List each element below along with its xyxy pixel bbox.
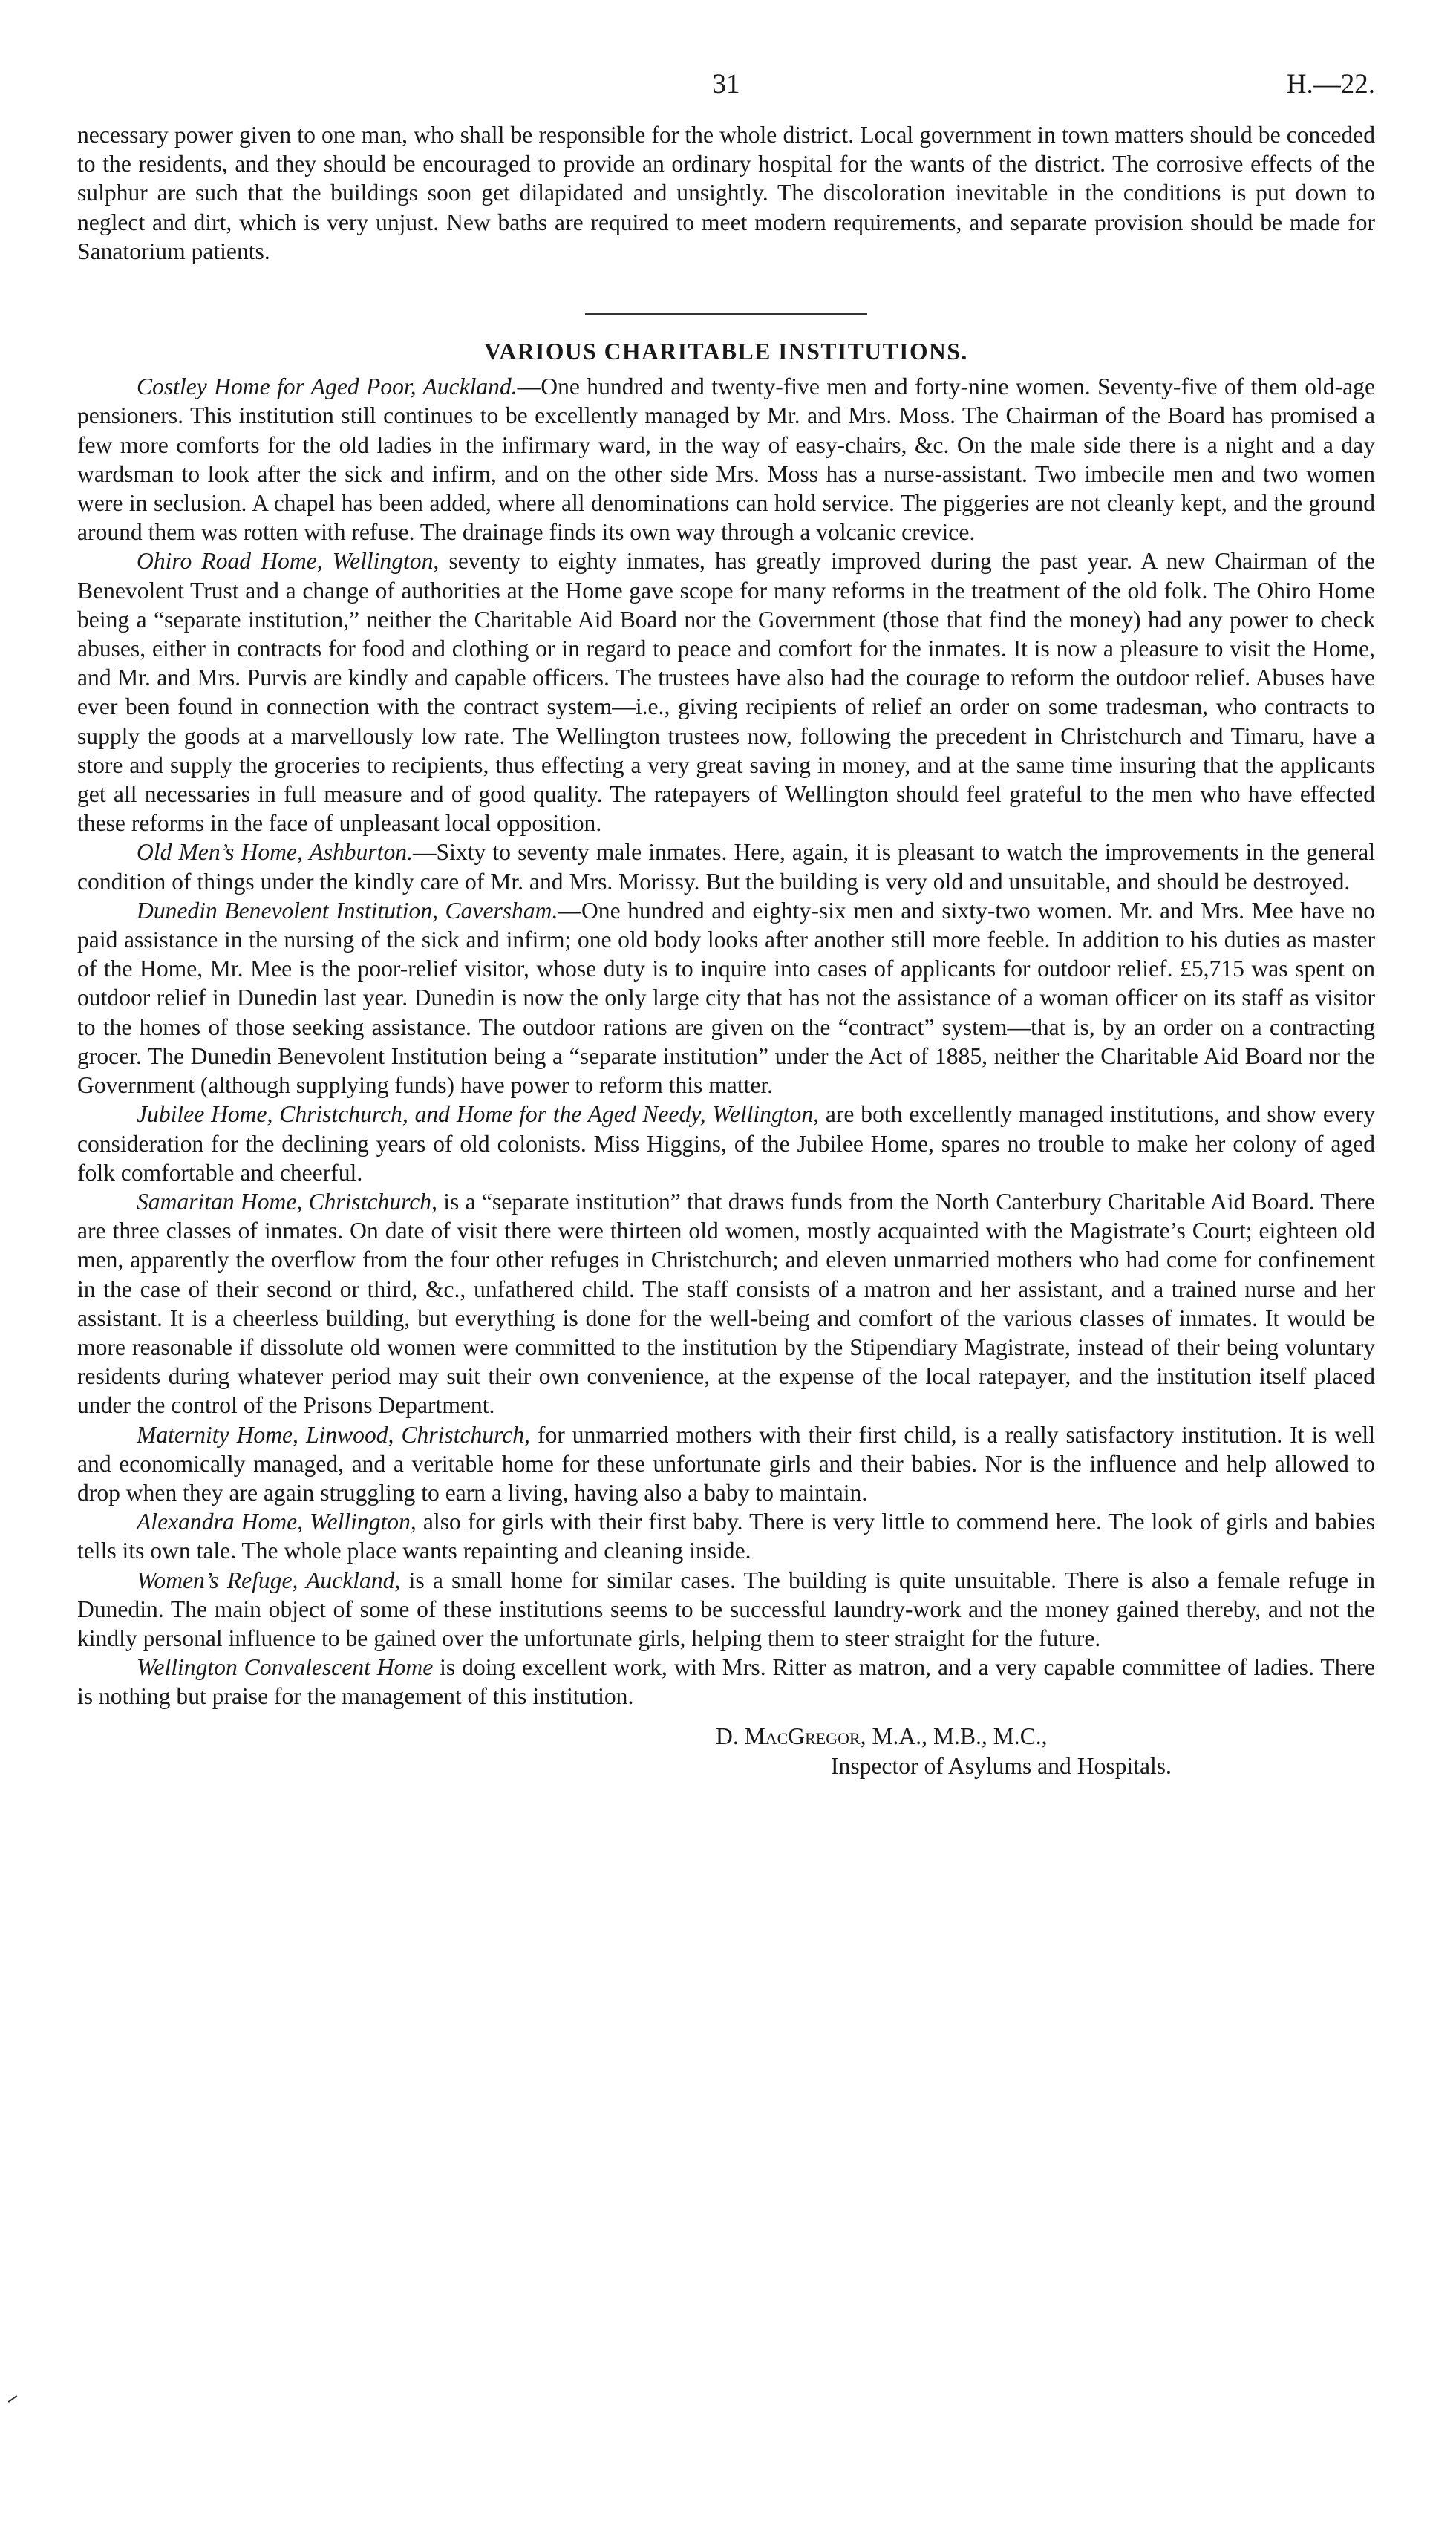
institution-name: Maternity Home, Linwood, Christchurch, <box>137 1421 530 1448</box>
section-divider <box>585 313 867 315</box>
paragraph-text: —Sixty to seventy male inmates. Here, again, it is pleasant to watch the improvements in the general condition of things under the kindly care of Mr. and Mrs. Morissy. But the building is very old and unsuitable, and should be destroyed. <box>77 839 1375 895</box>
paragraph-text: are both excellently managed institutions, and show every consideration for the declining years of old colonists. Miss Higgins, of the Jubilee Home, spares no trouble to make her colony of aged folk comfortable and cheerful. <box>77 1101 1376 1186</box>
paragraph-text: is a small home for similar cases. The building is quite unsuitable. There is also a female refuge in Dunedin. The main object of some of these institutions seems to be successful laundry-work and the money gained thereby, and not the kindly personal influence to be gained over the unfortunate girls, helping them to steer straight for the future. <box>77 1567 1375 1651</box>
paragraph-text: is a “separate institution” that draws funds from the North Canterbury Charitable Aid Board. There are three classes of inmates. On date of visit there were thirteen old women, mostly acquainted with the Magistrate’s Court; eighteen old men, apparently the overflow from the four other refuges in Christchurch; and eleven unmarried mothers who had come for confinement in the case of their second or third, &c., unfathered child. The staff consists of a matron and her assistant, and a trained nurse and her assistant. It is a cheerless building, but everything is done for the well-being and comfort of the various classes of inmates. It would be more reasonable if dissolute old women were committed to the institution by the Stipendiary Magistrate, instead of their being voluntary residents during whatever period may suit their own convenience, at the expense of the local ratepayer, and the institution itself placed under the control of the Prisons Department. <box>77 1188 1375 1419</box>
institution-name: Costley Home for Aged Poor, Auckland. <box>137 373 518 400</box>
stray-ink-mark <box>8 2395 18 2403</box>
institution-name: Alexandra Home, Wellington, <box>137 1509 417 1535</box>
document-reference: H.—22. <box>1286 69 1375 99</box>
document-body <box>77 120 1375 1781</box>
paragraph-costley-home <box>77 372 1375 546</box>
paragraph-text: —One hundred and twenty-five men and forty-nine women. Seventy-five of them old-age pensioners. This institution still continues to be excellently managed by Mr. and Mrs. Moss. The Chairman of the Board has promised a few more comforts for the old ladies in the infirmary ward, in the way of easy-chairs, &c. On the male side there is a night and a day wardsman to look after the sick and infirm, and on the other side Mrs. Moss has a nurse-assistant. Two imbecile men and two women were in seclusion. A chapel has been added, where all denominations can hold service. The piggeries are not cleanly kept, and the ground around them was rotten with refuse. The drainage finds its own way through a volcanic crevice. <box>77 373 1375 546</box>
institution-name: Ohiro Road Home, Wellington, <box>137 548 440 575</box>
paragraph-old-mens-home <box>77 837 1375 895</box>
paragraph-maternity-home <box>77 1420 1375 1508</box>
signatory-name: D. MacGregor <box>716 1722 861 1749</box>
signatory-title: Inspector of Asylums and Hospitals. <box>831 1752 1172 1779</box>
institution-name: Women’s Refuge, Auckland, <box>137 1567 401 1593</box>
paragraph-text: is doing excellent work, with Mrs. Ritter as matron, and a very capable committee of ladies. There is nothing but praise for the management of this institution. <box>77 1654 1375 1710</box>
institution-name: Jubilee Home, Christchurch, and Home for the Aged Needy, Wellington, <box>137 1101 820 1128</box>
institution-name: Old Men’s Home, Ashburton. <box>137 839 413 866</box>
paragraph-alexandra-home <box>77 1507 1375 1565</box>
paragraph-text: seventy to eighty inmates, has greatly improved during the past year. A new Chairman of the Benevolent Trust and a change of authorities at the Home gave scope for many reforms in the treatment of the old folk. The Ohiro Home being a “separate institution,” neither the Charitable Aid Board nor the Government (those that find the money) had any power to check abuses, either in contracts for food and clothing or in regard to peace and comfort for the inmates. It is now a pleasure to visit the Home, and Mr. and Mrs. Purvis are kindly and capable officers. The trustees have also had the courage to reform the outdoor relief. Abuses have ever been found in connection with the contract system—i.e., giving recipients of relief an order on some tradesman, who contracts to supply the goods at a marvellously low rate. The Wellington trustees now, following the precedent in Christchurch and Timaru, have a store and supply the groceries to recipients, thus effecting a very great saving in money, and at the same time insuring that the applicants get all necessaries in full measure and of good quality. The ratepayers of Wellington should feel grateful to the men who have effected these reforms in the face of unpleasant local opposition. <box>77 548 1376 837</box>
page-header <box>77 68 1375 113</box>
intro-paragraph: necessary power given to one man, who shall be responsible for the whole district. Local government in town matters should be conceded to the residents, and they should be encouraged to provide an ordinary hospital for the wants of the district. The corrosive effects of the sulphur are such that the buildings soon get dilapidated and unsightly. The discoloration inevitable in the conditions is put down to neglect and dirt, which is very unjust. New baths are required to meet modern requirements, and separate provision should be made for Sanatorium patients. <box>77 122 1375 264</box>
institution-name: Samaritan Home, Christchurch, <box>137 1188 437 1215</box>
paragraph-samaritan-home <box>77 1187 1375 1420</box>
section-heading: VARIOUS CHARITABLE INSTITUTIONS. <box>484 339 968 365</box>
paragraph-womens-refuge <box>77 1566 1375 1653</box>
document-page <box>77 68 1375 1781</box>
paragraph-text: —One hundred and eighty-six men and sixty-two women. Mr. and Mrs. Mee have no paid assistance in the nursing of the sick and infirm; one old body looks after another still more feeble. In addition to his duties as master of the Home, Mr. Mee is the poor-relief visitor, whose duty is to inquire into cases of applicants for outdoor relief. £5,715 was spent on outdoor relief in Dunedin last year. Dunedin is now the only large city that has not the assistance of a woman officer on its staff as visitor to the homes of those seeking assistance. The outdoor rations are given on the “contract” system—that is, by an order on a contracting grocer. The Dunedin Benevolent Institution being a “separate institution” under the Act of 1885, neither the Charitable Aid Board nor the Government (although supplying funds) have power to reform this matter. <box>77 897 1375 1099</box>
page-number: 31 <box>712 69 740 99</box>
institution-name: Dunedin Benevolent Institution, Caversham. <box>137 897 558 924</box>
signatory-degrees: , M.A., M.B., M.C., <box>860 1722 1048 1749</box>
institution-name: Wellington Convalescent Home <box>137 1654 434 1681</box>
paragraph-convalescent-home <box>77 1653 1375 1711</box>
paragraph-text: for unmarried mothers with their first child, is a really satisfactory institution. It is well and economically managed, and a veritable home for these unfortunate girls and their babies. Nor is the influence and help allowed to drop when they are again struggling to earn a living, having also a baby to maintain. <box>77 1421 1375 1506</box>
paragraph-jubilee-home <box>77 1100 1375 1187</box>
paragraph-text: also for girls with their first baby. There is very little to commend here. The look of girls and babies tells its own tale. The whole place wants repainting and cleaning inside. <box>77 1509 1375 1564</box>
signature-block <box>716 1722 1375 1781</box>
paragraph-ohiro-road-home <box>77 546 1375 837</box>
paragraph-dunedin-benevolent <box>77 896 1375 1100</box>
